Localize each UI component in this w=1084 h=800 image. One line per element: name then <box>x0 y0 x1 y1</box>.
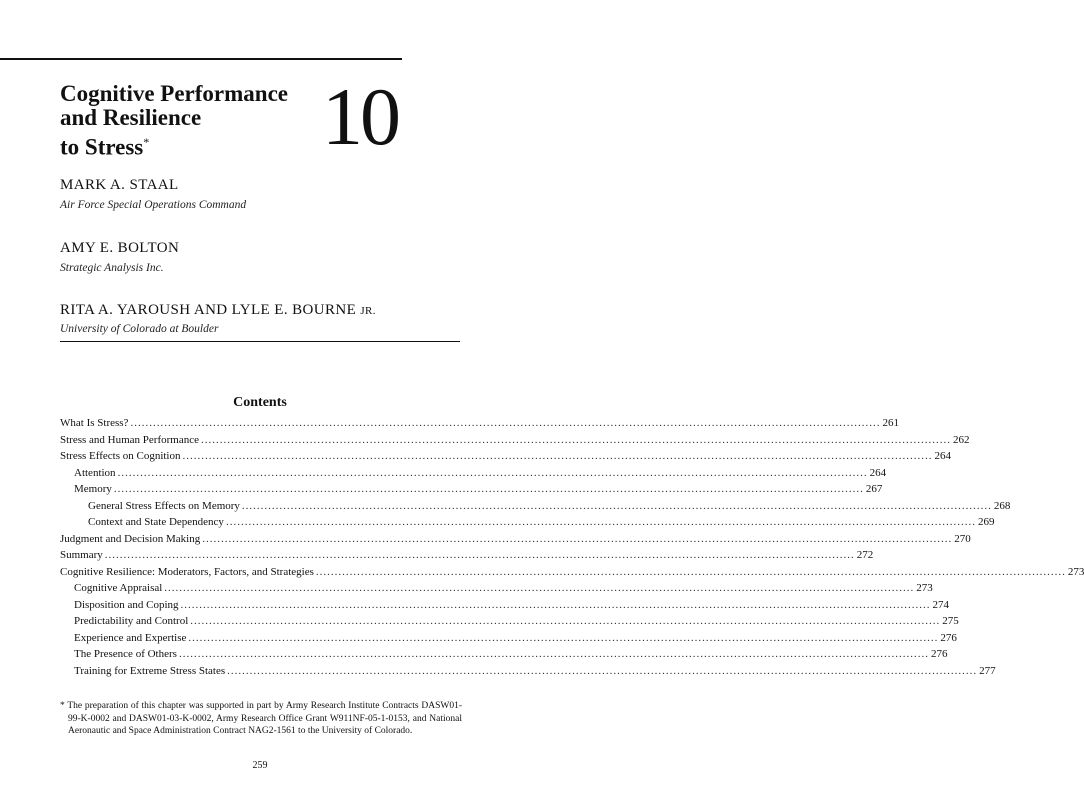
toc-entry-title: Predictability and Control <box>74 615 189 627</box>
toc-entry <box>60 598 950 616</box>
footnote: * The preparation of this chapter was supported in part by Army Research Institute Contracts DASW01-99-K-0002 and DASW01-03-K-0002, Army Research Office Grant W911NF-05-1-0153, and National Aeronautic and Space Administration Contract NAG2-1561 to the University of Colorado. <box>60 701 462 736</box>
toc-leader-dots: ........................................................................................................................................................................................................ <box>178 648 929 660</box>
toc-entry-title: Training for Extreme Stress States <box>74 664 226 677</box>
contents-heading: Contents <box>233 395 287 410</box>
toc-entry-title: Attention <box>74 466 116 479</box>
toc-leader-dots: ........................................................................................................................................................................................................ <box>104 549 855 561</box>
author-affiliation-1: Air Force Special Operations Command <box>60 199 247 211</box>
toc-leader-dots: ........................................................................................................................................................................................................ <box>182 450 933 462</box>
toc-entry-page: 264 <box>869 466 887 479</box>
toc-leader-dots: ........................................................................................................................................................................................................ <box>164 582 915 594</box>
toc-entry-title: Cognitive Appraisal <box>74 582 163 594</box>
chapter-number: 10 <box>322 71 398 162</box>
top-rule <box>0 58 402 60</box>
toc-entry <box>60 549 874 566</box>
author-affiliation-2: Strategic Analysis Inc. <box>60 262 164 274</box>
toc-entry-page: 268 <box>993 499 1011 512</box>
toc-entry-page: 276 <box>930 648 948 660</box>
author-name-3-text: RITA A. YAROUSH AND LYLE E. BOURNE <box>60 302 357 318</box>
toc-entry <box>60 664 996 682</box>
toc-leader-dots: ........................................................................................................................................................................................................ <box>113 483 864 495</box>
author-name-3 <box>60 301 376 320</box>
toc-entry-page: 267 <box>865 483 883 495</box>
toc-entry-title: Experience and Expertise <box>74 631 187 644</box>
toc-entry <box>60 466 887 484</box>
toc-entry-title: Stress Effects on Cognition <box>60 450 181 462</box>
toc-leader-dots: ........................................................................................................................................................................................................ <box>225 516 976 528</box>
toc-entry <box>60 433 970 451</box>
toc-entry <box>60 483 883 500</box>
author-name-1 <box>60 176 179 194</box>
toc-entry-title: Summary <box>60 549 103 561</box>
toc-entry-page: 261 <box>882 417 899 429</box>
toc-leader-dots: ........................................................................................................................................................................................................ <box>315 565 1066 578</box>
toc-entry <box>60 582 933 599</box>
toc-entry-title: Judgment and Decision Making <box>60 532 201 545</box>
toc-entry-page: 273 <box>1067 565 1084 578</box>
toc-entry-title: General Stress Effects on Memory <box>88 499 240 512</box>
page-number: 259 <box>252 760 268 771</box>
author-section-rule <box>60 341 460 342</box>
toc-entry-page: 275 <box>942 615 959 627</box>
toc-entry <box>60 417 899 434</box>
toc-leader-dots: ........................................................................................................................................................................................................ <box>117 466 868 479</box>
toc-leader-dots: ........................................................................................................................................................................................................ <box>188 631 939 644</box>
toc-entry <box>60 565 1084 583</box>
toc-leader-dots: ........................................................................................................................................................................................................ <box>190 615 941 627</box>
toc-entry-page: 264 <box>934 450 951 462</box>
toc-entry-page: 276 <box>940 631 957 644</box>
toc-entry-title: Memory <box>74 483 112 495</box>
toc-entry <box>60 615 959 632</box>
author-name-2 <box>60 239 179 257</box>
chapter-title <box>60 82 320 160</box>
toc-entry-page: 270 <box>954 532 971 545</box>
toc-entry-title: Disposition and Coping <box>74 598 179 611</box>
toc-entry <box>60 516 995 533</box>
chapter-title-text: Cognitive Performance and Resilience to Stress <box>60 81 289 160</box>
toc-entry <box>60 450 951 467</box>
toc-leader-dots: ........................................................................................................................................................................................................ <box>241 499 992 512</box>
toc-entry <box>60 499 1011 517</box>
toc-leader-dots: ........................................................................................................................................................................................................ <box>180 598 931 611</box>
toc-entry-page: 269 <box>977 516 995 528</box>
toc-entry-page: 262 <box>953 433 970 446</box>
toc-entry-page: 274 <box>932 598 950 611</box>
toc-entry-title: Stress and Human Performance <box>60 433 199 446</box>
chapter-title-footnote-mark: * <box>143 135 150 149</box>
toc-entry-page: 272 <box>856 549 874 561</box>
author-name-2-text: AMY E. BOLTON <box>60 240 180 256</box>
author-suffix: JR. <box>360 305 376 317</box>
toc-entry <box>60 532 971 550</box>
toc-leader-dots: ........................................................................................................................................................................................................ <box>201 433 951 446</box>
toc-leader-dots: ........................................................................................................................................................................................................ <box>130 417 881 429</box>
toc-entry-page: 273 <box>916 582 933 594</box>
toc-entry-page: 277 <box>979 664 996 677</box>
toc-entry-title: Cognitive Resilience: Moderators, Factors, and Strategies <box>60 565 314 578</box>
toc-leader-dots: ........................................................................................................................................................................................................ <box>202 532 953 545</box>
toc-entry <box>60 631 957 649</box>
toc-leader-dots: ........................................................................................................................................................................................................ <box>227 664 978 677</box>
toc-entry <box>60 648 948 665</box>
toc-entry-title: What Is Stress? <box>60 417 129 429</box>
toc-entry-title: The Presence of Others <box>74 648 177 660</box>
table-of-contents <box>60 417 1084 681</box>
author-name-1-text: MARK A. STAAL <box>60 177 179 193</box>
toc-entry-title: Context and State Dependency <box>88 516 224 528</box>
author-affiliation-3: University of Colorado at Boulder <box>60 323 219 335</box>
